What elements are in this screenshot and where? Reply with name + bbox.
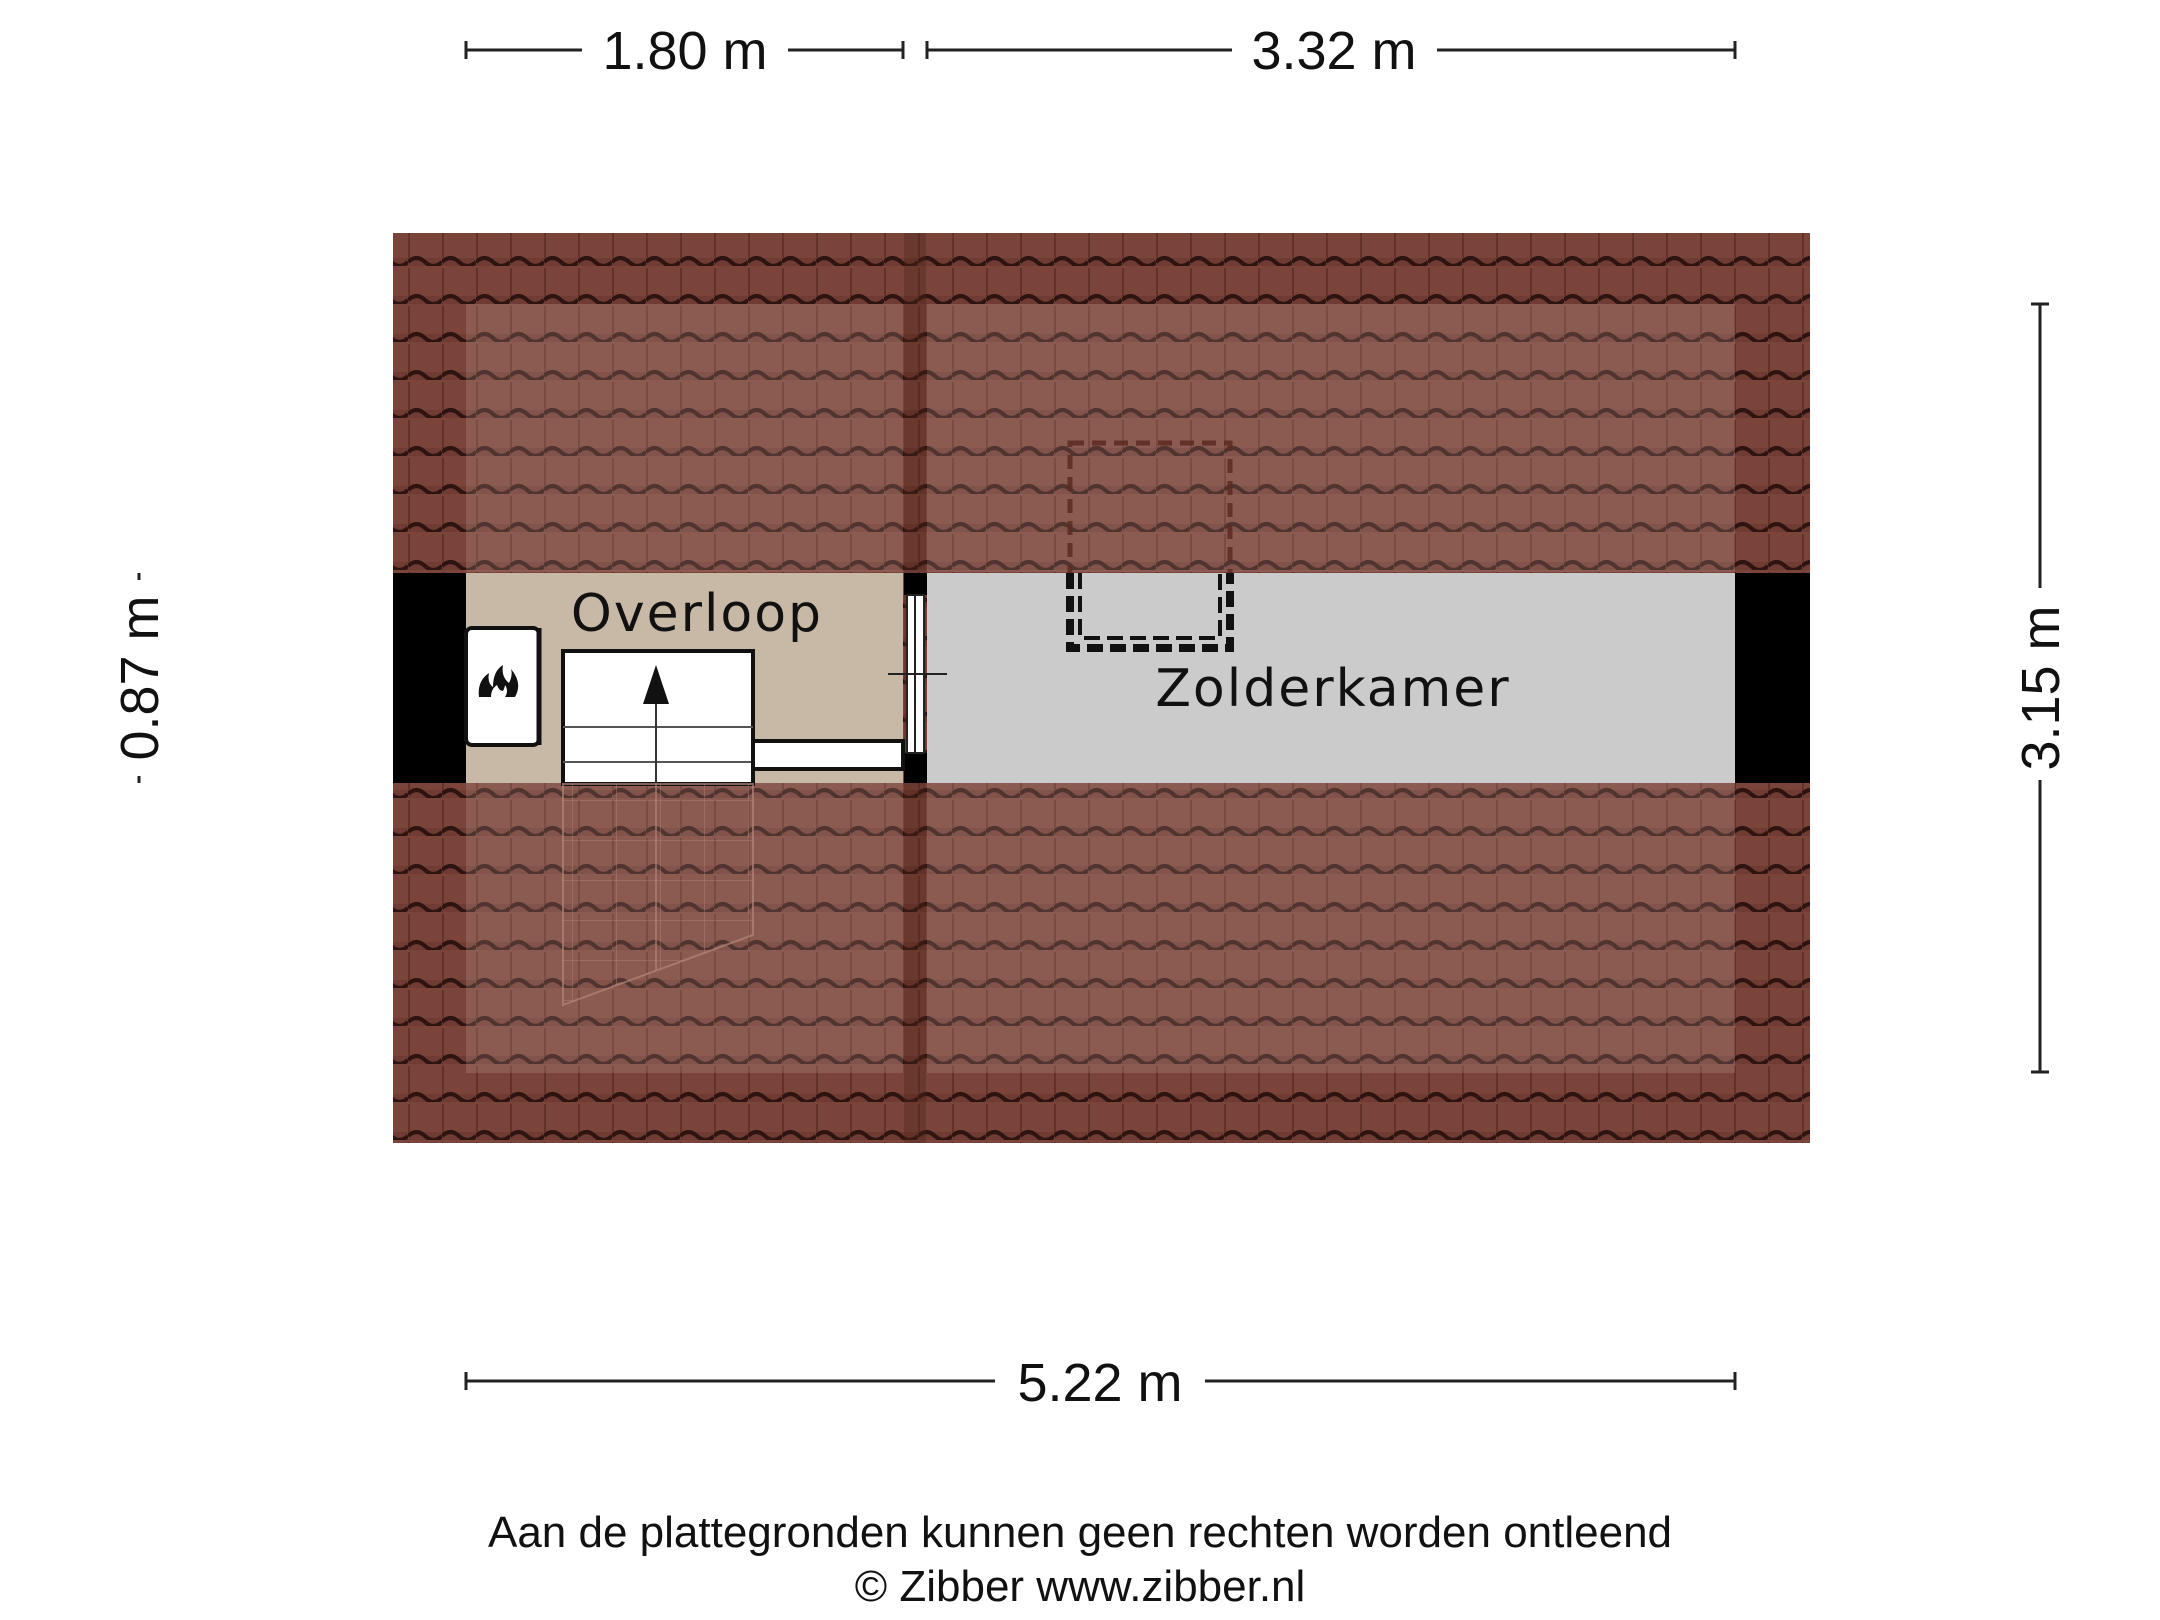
room-label-zolderkamer: Zolderkamer bbox=[1155, 659, 1511, 719]
heater bbox=[466, 628, 539, 745]
room-label-overloop: Overloop bbox=[570, 584, 824, 644]
partition-top bbox=[904, 573, 927, 595]
dimension-label-left: 0.87 m bbox=[110, 595, 170, 761]
wall-right bbox=[1735, 573, 1810, 783]
dimension-label-top-right: 3.32 m bbox=[1251, 21, 1417, 81]
dimension-label-right: 3.15 m bbox=[2011, 605, 2071, 771]
disclaimer-text: Aan de plattegronden kunnen geen rechten worden ontleend bbox=[487, 1508, 1673, 1557]
wall-left bbox=[393, 573, 466, 783]
partition-bottom bbox=[904, 753, 927, 783]
dimension-label-top-left: 1.80 m bbox=[602, 21, 768, 81]
credit-text: © Zibber www.zibber.nl bbox=[854, 1562, 1306, 1611]
dimension-label-bottom: 5.22 m bbox=[1017, 1353, 1183, 1413]
